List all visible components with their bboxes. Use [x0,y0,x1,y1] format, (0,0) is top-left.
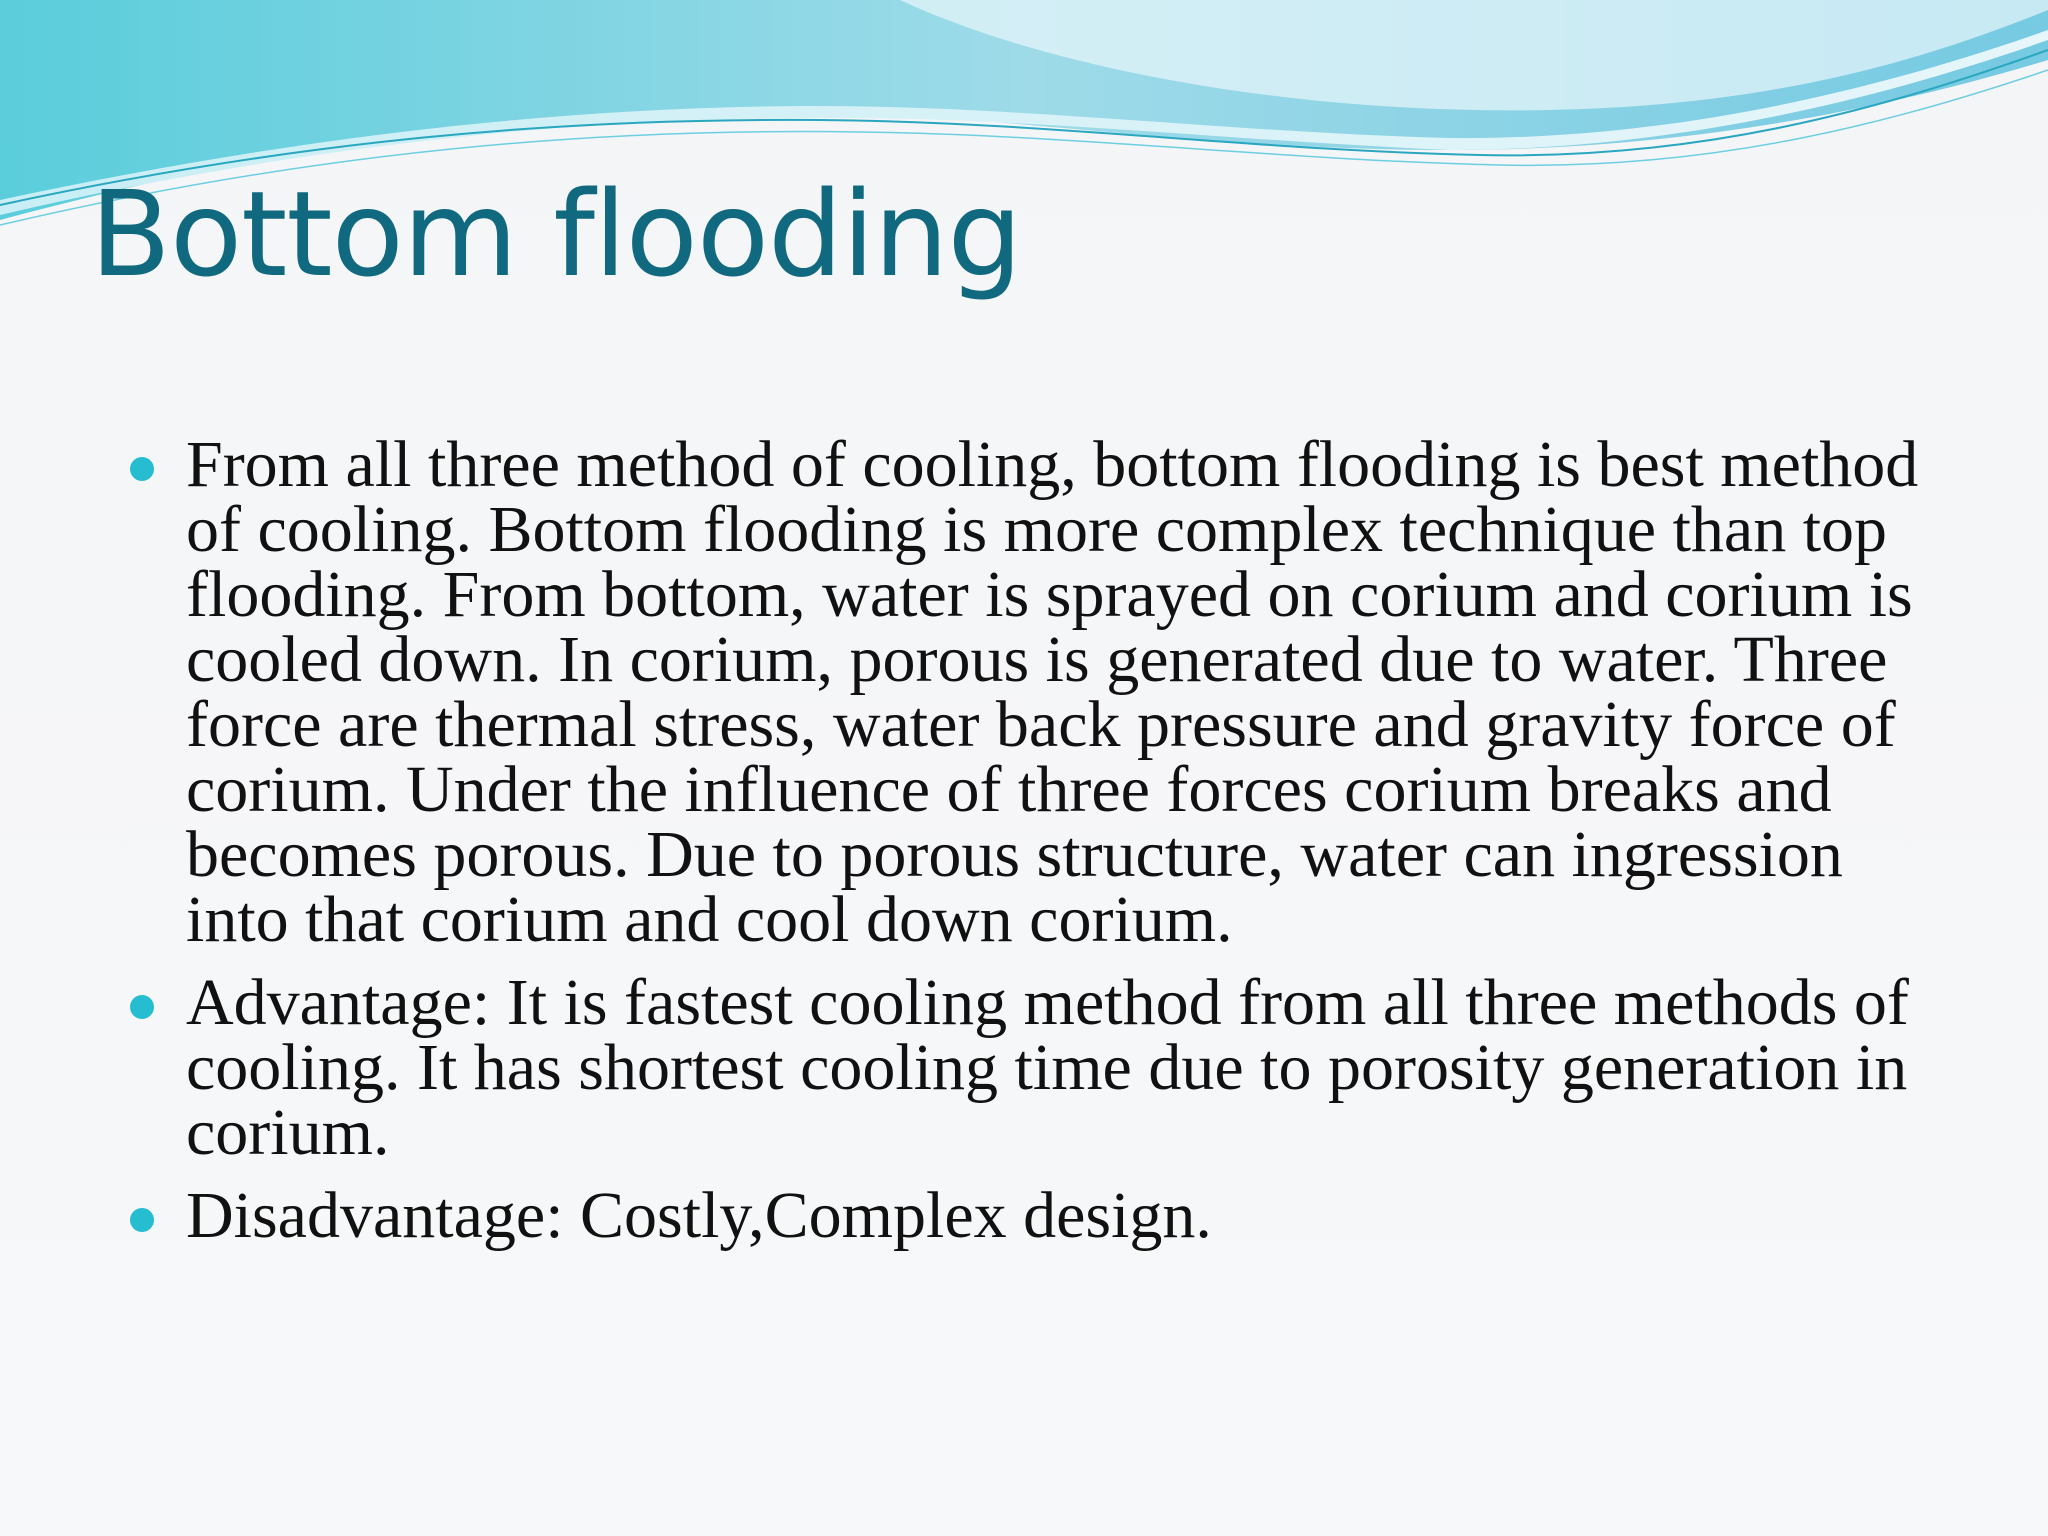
bullet-item-method [130,428,1930,956]
slide-title: Bottom flooding [90,165,1022,303]
bullet-item-disadvantage [130,1179,1930,1252]
bullet-text: Advantage: It is fastest cooling method from all three methods of cooling. It has shortest cooling time due to porosity generation in corium. [186,966,1909,1169]
bullet-dot-icon [130,995,154,1019]
bullet-item-advantage [130,966,1930,1169]
bullet-list [130,428,1930,1266]
bullet-text: Disadvantage: Costly,Complex design. [186,1179,1212,1252]
bullet-dot-icon [130,457,154,481]
bullet-text: From all three method of cooling, bottom flooding is best method of cooling. Bottom flooding is more complex technique than top flooding. From bottom, water is sprayed on corium and corium is cooled down. In corium, porous is generated due to water. Three force are thermal stress, water back pressure and gravity force of corium. Under the influence of three forces corium breaks and becomes porous. Due to porous structure, water can ingression into that corium and cool down corium. [186,428,1919,956]
bullet-dot-icon [130,1208,154,1232]
